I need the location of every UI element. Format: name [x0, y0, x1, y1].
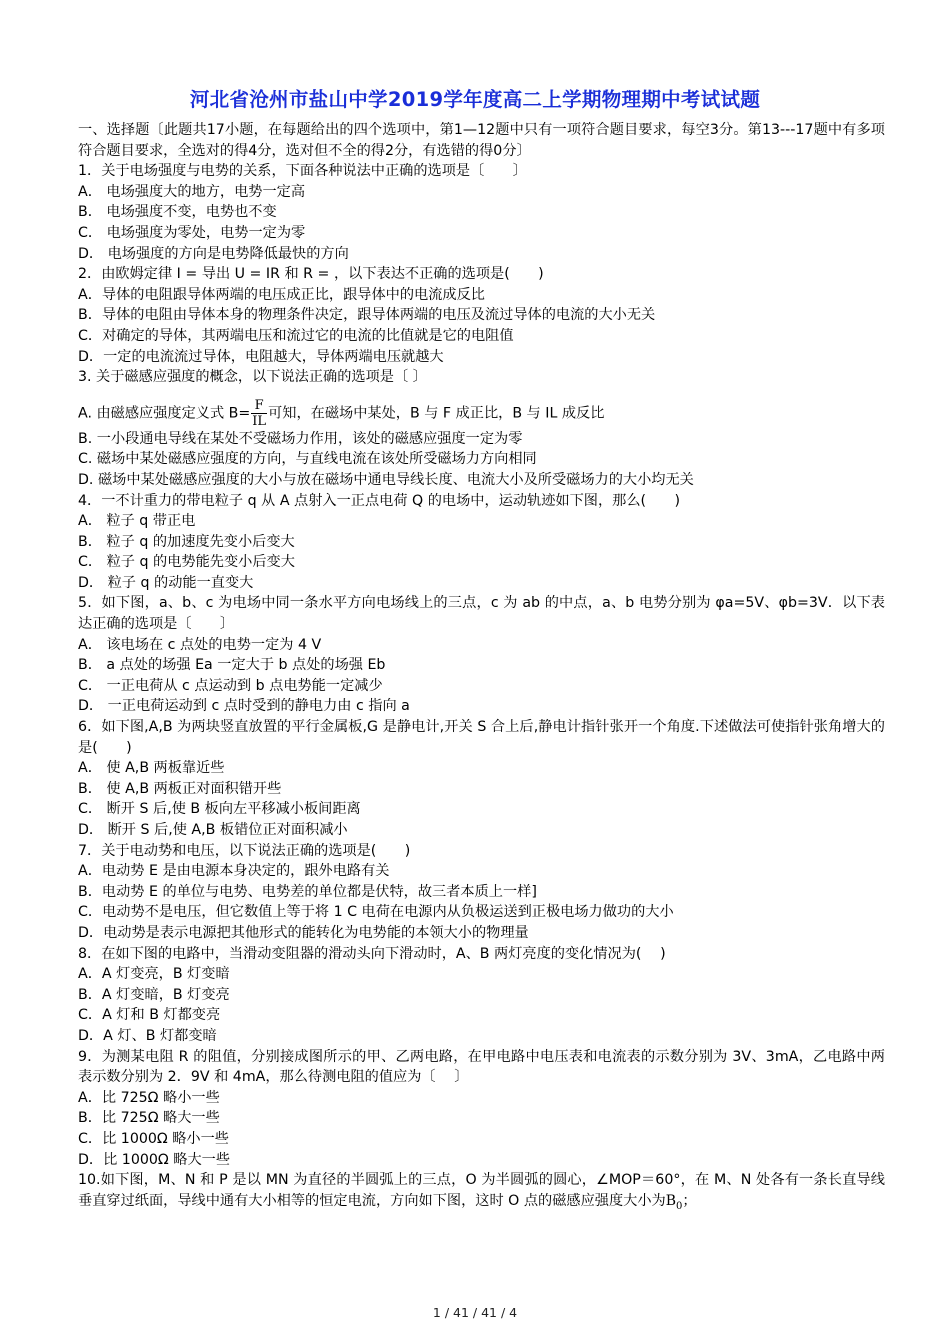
question-5-option-c: C． 一正电荷从 c 点运动到 b 点电势能一定减少: [78, 677, 383, 694]
question-10-stem: [67, 1170, 885, 1217]
question-4-option-d: D． 粒子 q 的动能一直变大: [78, 574, 254, 591]
question-4-stem: 4．一不计重力的带电粒子 q 从 A 点射入一正点电荷 Q 的电场中，运动轨迹如下图，那么( ): [78, 492, 680, 509]
question-6-option-d: D． 断开 S 后,使 A,B 板错位正对面积减小: [78, 822, 348, 838]
section-header: 一、选择题〔此题共17小题，在每题给出的四个选项中，第1—12题中只有一项符合题目要求，每空3分。第13---17题中有多项符合题目要求，全选对的得4分，选对但不全的得2分，有选错的得0分〕: [78, 122, 885, 159]
question-3-option-a-post: 可知，在磁场中某处，B 与 F 成正比，B 与 IL 成反比: [268, 405, 605, 422]
question-2-stem: 2．由欧姆定律 I = 导出 U = IR 和 R = ，以下表达不正确的选项是( ): [78, 266, 544, 283]
question-6-option-a: A． 使 A,B 两板靠近些: [78, 760, 225, 777]
question-10-text: 10.如下图，M、N 和 P 是以 MN 为直径的半圆弧上的三点，O 为半圆弧的圆心，∠MOP＝60°，在 M、N 处各有一条长直导线垂直穿过纸面，导线中通有大小相等的恒定电流，方向如下图，这时 O 点的磁感应强度大小为: [78, 1172, 885, 1209]
b0-letter: B: [665, 1192, 676, 1209]
formula-fraction: [251, 398, 267, 429]
question-8-option-a: A．A 灯变亮，B 灯变暗: [78, 966, 230, 983]
question-3-option-d: D. 磁场中某处磁感应强度的大小与放在磁场中通电导线长度、电流大小及所受磁场力的大小均无关: [78, 471, 694, 488]
question-3-option-b: B. 一小段通电导线在某处不受磁场力作用，该处的磁感应强度一定为零: [78, 430, 523, 447]
question-8-option-b: B．A 灯变暗，B 灯变亮: [78, 986, 230, 1003]
question-10-tail: ；: [682, 1192, 697, 1209]
question-4-option-a: A． 粒子 q 带正电: [78, 513, 196, 530]
question-5-stem: 5．如下图，a、b、c 为电场中同一条水平方向电场线上的三点，c 为 ab 的中点，a、b 电势分别为 φa=5V、φb=3V．以下表达正确的选项是〔 〕: [78, 595, 885, 633]
question-7-option-a: A．电动势 E 是由电源本身决定的，跟外电路有关: [78, 863, 390, 880]
question-3-option-a-pre: A. 由磁感应强度定义式 B=: [78, 405, 251, 422]
question-9-option-a: A．比 725Ω 略小一些: [78, 1089, 220, 1106]
fraction-numerator: F: [251, 398, 267, 414]
question-9-option-c: C．比 1000Ω 略小一些: [78, 1130, 229, 1147]
question-9-stem: 9．为测某电阻 R 的阻值，分别接成图所示的甲、乙两电路，在甲电路中电压表和电流表的示数分别为 3V、3mA，乙电路中两表示数分别为 2．9V 和 4mA，那么待测电阻的值应为〔 〕: [78, 1048, 885, 1086]
question-1-stem: 1．关于电场强度与电势的关系，下面各种说法中正确的选项是〔 〕: [78, 163, 527, 180]
question-2-option-c: C．对确定的导体，其两端电压和流过它的电流的比值就是它的电阻值: [78, 327, 514, 344]
question-3-option-c: C. 磁场中某处磁感应强度的方向，与直线电流在该处所受磁场力方向相同: [78, 451, 537, 468]
question-6-option-b: B． 使 A,B 两板正对面积错开些: [78, 780, 282, 797]
question-6-option-c: C． 断开 S 后,使 B 板向左平移减小板间距离: [78, 801, 361, 818]
question-3-stem: 3. 关于磁感应强度的概念，以下说法正确的选项是〔 〕: [78, 369, 427, 386]
question-1-option-b: B． 电场强度不变，电势也不变: [78, 204, 277, 221]
page-title: 河北省沧州市盐山中学2019学年度高二上学期物理期中考试试题: [189, 88, 761, 111]
question-9-option-d: D．比 1000Ω 略大一些: [78, 1151, 231, 1168]
question-5-option-b: B． a 点处的场强 Ea 一定大于 b 点处的场强 Eb: [78, 657, 386, 674]
question-5-option-a: A． 该电场在 c 点处的电势一定为 4 V: [78, 636, 322, 653]
question-4-option-b: B． 粒子 q 的加速度先变小后变大: [78, 533, 295, 550]
question-9-option-b: B．比 725Ω 略大一些: [78, 1110, 220, 1127]
question-8-stem: 8．在如下图的电路中，当滑动变阻器的滑动头向下滑动时，A、B 两灯亮度的变化情况为( ): [78, 945, 666, 962]
question-2-option-d: D．一定的电流流过导体，电阻越大，导体两端电压就越大: [78, 348, 444, 365]
question-1-option-c: C． 电场强度为零处，电势一定为零: [78, 224, 306, 241]
question-8-option-d: D．A 灯、B 灯都变暗: [78, 1027, 217, 1044]
question-1-option-d: D． 电场强度的方向是电势降低最快的方向: [78, 245, 349, 262]
question-3-option-a: [67, 398, 885, 429]
question-6-stem: 6．如下图,A,B 为两块竖直放置的平行金属板,G 是静电计,开关 S 合上后,静电计指针张开一个角度.下述做法可使指针张角增大的是( ): [78, 719, 885, 756]
b0-symbol: [665, 1192, 683, 1212]
question-2-option-b: B．导体的电阻由导体本身的物理条件决定，跟导体两端的电压及流过导体的电流的大小无关: [78, 307, 656, 324]
question-5-option-d: D． 一正电荷运动到 c 点时受到的静电力由 c 指向 a: [78, 698, 410, 715]
question-7-stem: 7．关于电动势和电压，以下说法正确的选项是( ): [78, 842, 411, 859]
question-7-option-b: B．电动势 E 的单位与电势、电势差的单位都是伏特，故三者本质上一样]: [78, 883, 537, 900]
question-8-option-c: C．A 灯和 B 灯都变亮: [78, 1007, 221, 1024]
b0-subscript: 0: [676, 1200, 683, 1212]
document-body: [67, 120, 885, 1217]
question-4-option-c: C． 粒子 q 的电势能先变小后变大: [78, 554, 295, 571]
fraction-denominator: IL: [252, 413, 267, 429]
question-7-option-c: C．电动势不是电压，但它数值上等于将 1 C 电荷在电源内从负极运送到正极电场力做功的大小: [78, 904, 674, 921]
page-footer: 1 / 41 / 41 / 4: [432, 1305, 518, 1320]
question-2-option-a: A．导体的电阻跟导体两端的电压成正比，跟导体中的电流成反比: [78, 286, 485, 303]
question-7-option-d: D．电动势是表示电源把其他形式的能转化为电势能的本领大小的物理量: [78, 924, 529, 941]
question-1-option-a: A． 电场强度大的地方，电势一定高: [78, 183, 306, 200]
